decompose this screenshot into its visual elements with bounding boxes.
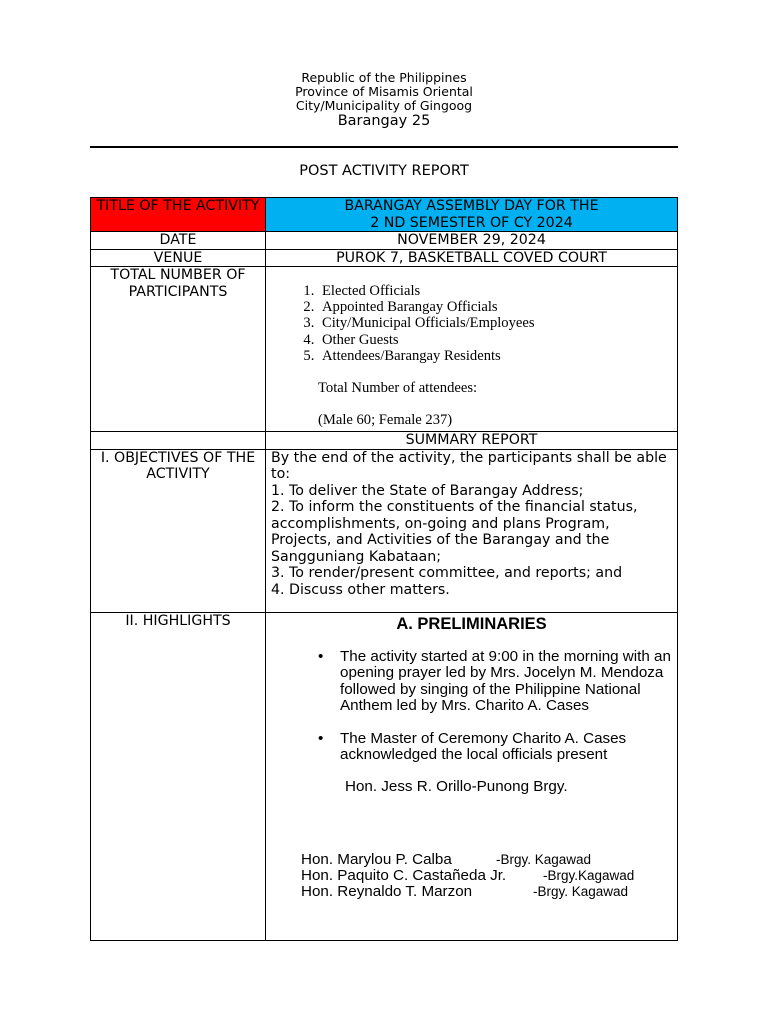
total-attendees-value: (Male 60; Female 237) [318,412,453,429]
official-role: -Brgy. Kagawad [496,851,592,867]
title-value-line2: 2 ND SEMESTER OF CY 2024 [370,214,573,231]
header-republic: Republic of the Philippines [301,70,467,85]
participant-item: 3. City/Municipal Officials/Employees [318,315,677,331]
highlight-bullet [266,731,677,764]
highlight-bullet-text: The Master of Ceremony Charito A. Cases acknowledged the local officials present [340,729,627,764]
highlights-label-text: II. HIGHLIGHTS [125,612,231,629]
title-label: TITLE OF THE ACTIVITY [96,198,260,214]
header-barangay: Barangay 25 [337,113,431,130]
objective-item: 2. To inform the constituents of the financial status, accomplishments, on-going and plans Program, Projects, and Activities of the Barangay and the Sangguniang Kabataan; [271,499,638,565]
title-value-cell [266,198,678,232]
highlights-cell [266,612,678,940]
highlight-bullet [266,649,677,715]
venue-value: PUROK 7, BASKETBALL COVED COURT [266,249,678,267]
objective-item: 4. Discuss other matters. [271,581,450,598]
highlights-section-title: A. PRELIMINARIES [396,614,547,633]
participants-cell [266,267,678,432]
punong-barangay: Hon. Jess R. Orillo-Punong Brgy. [345,778,568,796]
participant-item: 1. Elected Officials [318,283,677,299]
highlight-bullet-text: The activity started at 9:00 in the morning with an opening prayer led by Mrs. Jocelyn M. Mendoza followed by singing of the Philippine National Anthem led by Mrs. Charito A. Cases [340,648,671,715]
official-name: Hon. Marylou P. Calba [301,850,452,868]
header-city: City/Municipality of Gingoog [295,97,473,113]
document-header [0,71,768,131]
title-label-cell [91,198,266,232]
date-value: NOVEMBER 29, 2024 [266,232,678,250]
participants-label-text: TOTAL NUMBER OF PARTICIPANTS [110,267,246,300]
header-province: Province of Misamis Oriental [295,83,473,99]
bullet-icon: • [318,729,324,747]
objective-item: 3. To render/present committee, and reports; and [271,565,623,581]
official-row [266,868,677,884]
objective-item: 1. To deliver the State of Barangay Address; [271,482,584,499]
bullet-icon: • [318,648,324,665]
participants-label [91,267,266,432]
participant-item: 2. Appointed Barangay Officials [318,299,677,315]
venue-label: VENUE [91,249,266,267]
participant-item: 4. Other Guests [318,332,677,348]
official-role: -Brgy.Kagawad [543,867,635,883]
official-name: Hon. Paquito C. Castañeda Jr. [301,866,507,884]
title-value-line1: BARANGAY ASSEMBLY DAY FOR THE [344,198,599,214]
highlights-label [91,612,266,940]
objectives-label-text: I. OBJECTIVES OF THE ACTIVITY [100,449,256,482]
report-title: POST ACTIVITY REPORT [299,163,469,179]
official-name: Hon. Reynaldo T. Marzon [301,883,473,901]
report-table [90,197,678,941]
participant-item: 5. Attendees/Barangay Residents [318,348,677,364]
summary-label: SUMMARY REPORT [266,432,678,450]
date-label: DATE [91,232,266,250]
objectives-label [91,449,266,612]
summary-label-empty [91,432,266,450]
objectives-cell [266,449,678,612]
objectives-intro: By the end of the activity, the participants shall be able to: [271,449,667,482]
participants-list [266,283,677,364]
official-row [266,884,677,900]
total-attendees-label: Total Number of attendees: [318,380,478,397]
official-row [266,852,677,868]
header-divider [90,146,678,148]
official-role: -Brgy. Kagawad [533,884,629,900]
